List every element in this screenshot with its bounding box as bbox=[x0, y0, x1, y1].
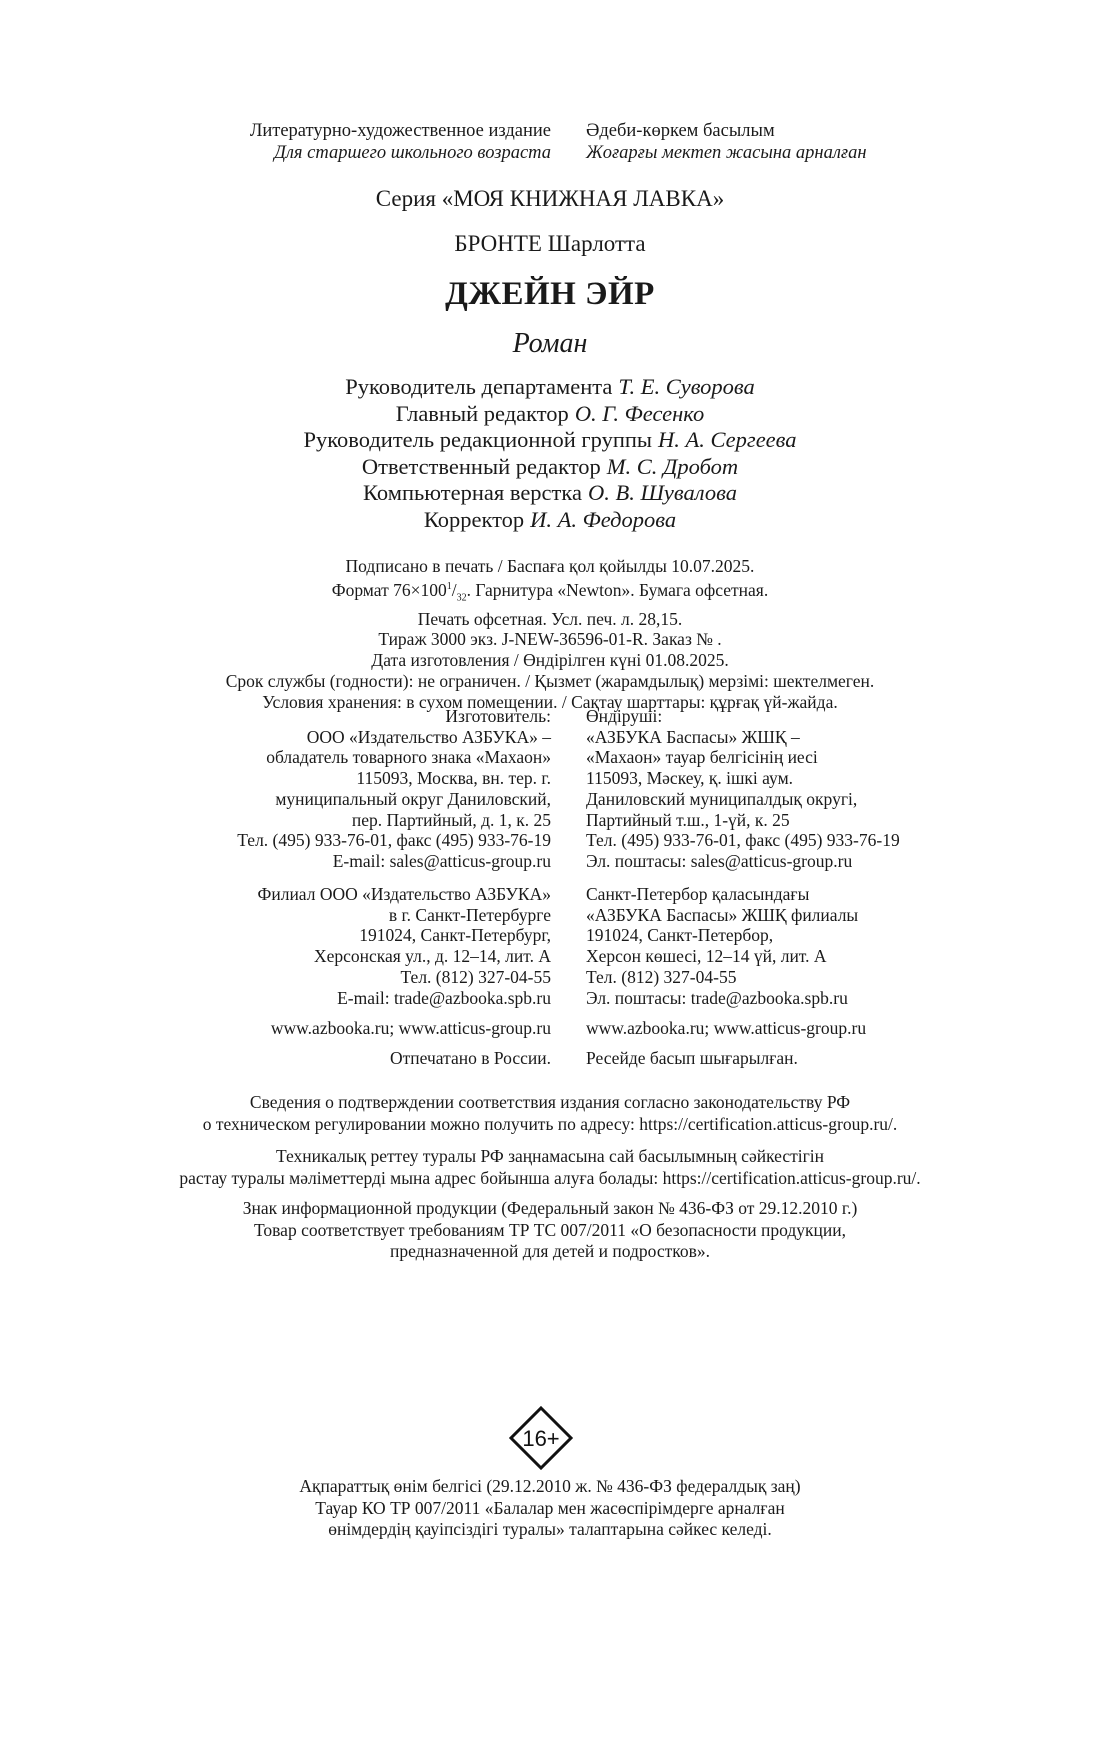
series-name: Серия «МОЯ КНИЖНАЯ ЛАВКА» bbox=[375, 186, 725, 211]
header-left bbox=[250, 120, 551, 164]
staff-role: Компьютерная верстка bbox=[363, 480, 582, 505]
staff-name: Т. Е. Суворова bbox=[618, 374, 755, 399]
staff-role: Руководитель редакционной группы bbox=[303, 427, 653, 452]
branch-ru: Филиал ООО «Издательство АЗБУКА» в г. Санкт-Петербурге 191024, Санкт-Петербург, Херсонская ул., д. 12–14, лит. А Тел. (812) 327-04-55 E-mail: trade@azbooka.spb.ru bbox=[257, 884, 551, 1008]
staff-role: Ответственный редактор bbox=[361, 453, 601, 479]
printed-in-kz: Ресейде басып шығарылған. bbox=[586, 1048, 798, 1068]
staff-name: Н. А. Сергеева bbox=[658, 427, 797, 452]
age-group-kz: Жоғарғы мектеп жасына арналған bbox=[586, 143, 867, 163]
branch-kz: Санкт-Петербор қаласындағы «АЗБУКА Баспасы» ЖШҚ филиалы 191024, Санкт-Петербор, Херсон көшесі, 12–14 үй, лит. А Тел. (812) 327-04-55 Эл. поштасы: trade@azbooka.spb.ru bbox=[586, 884, 859, 1008]
staff-row bbox=[0, 427, 1100, 454]
print-run: Тираж 3000 экз. J-NEW-36596-01-R. Заказ № . bbox=[378, 629, 722, 650]
edition-type-kz: Әдеби-көркем басылым bbox=[586, 121, 775, 141]
staff-row bbox=[0, 374, 1100, 401]
svg-text:16+: 16+ bbox=[522, 1426, 560, 1451]
staff-name: И. А. Федорова bbox=[530, 506, 677, 532]
staff-role: Главный редактор bbox=[395, 400, 569, 426]
certification-ru: Сведения о подтверждении соответствия издания согласно законодательству РФ о техническом регулировании можно получить по адресу: https://certification.atticus-group.ru/. bbox=[202, 1092, 898, 1134]
age-group-ru: Для старшего школьного возраста bbox=[274, 143, 551, 163]
storage-conditions: Условия хранения: в сухом помещении. / Сақтау шарттары: құрғақ үй-жайда. bbox=[262, 691, 838, 712]
signed-date: Подписано в печать / Баспаға қол қойылды 10.07.2025. bbox=[345, 556, 755, 576]
staff-row bbox=[0, 454, 1100, 481]
staff-name: М. С. Дробот bbox=[606, 453, 739, 479]
staff-role: Руководитель департамента bbox=[345, 374, 613, 399]
staff-row bbox=[0, 401, 1100, 428]
email-link[interactable]: Эл. поштасы: trade@azbooka.spb.ru bbox=[586, 987, 848, 1008]
websites-ru[interactable]: www.azbooka.ru; www.atticus-group.ru bbox=[270, 1018, 551, 1038]
header-right bbox=[586, 120, 867, 164]
staff-role: Корректор bbox=[423, 506, 525, 532]
manufacture-date: Дата изготовления / Өндірілген күні 01.08.2025. bbox=[371, 650, 729, 671]
author-name: БРОНТЕ Шарлотта bbox=[454, 231, 646, 256]
email-link[interactable]: E-mail: trade@azbooka.spb.ru bbox=[337, 987, 551, 1008]
edition-type-ru: Литературно-художественное издание bbox=[249, 121, 551, 141]
book-title: ДЖЕЙН ЭЙР bbox=[445, 276, 655, 312]
printed-in-ru: Отпечатано в России. bbox=[390, 1048, 551, 1068]
websites-kz[interactable]: www.azbooka.ru; www.atticus-group.ru bbox=[586, 1018, 867, 1038]
email-link[interactable]: E-mail: sales@atticus-group.ru bbox=[332, 850, 551, 871]
staff-name: О. В. Шувалова bbox=[587, 480, 737, 505]
info-sign-kz: Ақпараттық өнім белгісі (29.12.2010 ж. № 436-ФЗ федералдық заң) Тауар КО ТР 007/2011 «Балалар мен жасөспірімдерге арналған өнімдердің қауіпсіздігі туралы» талаптарына сәйкес келеді. bbox=[299, 1476, 801, 1539]
imprint-block bbox=[0, 556, 1100, 712]
age-rating-badge bbox=[509, 1406, 573, 1470]
manufacturer-kz: Өндіруші: «АЗБУКА Баспасы» ЖШҚ – «Махаон» тауар белгісінің иесі 115093, Мәскеу, қ. ішкі аум. Даниловский муниципалдық округі, Партийный т.ш., 1-үй, к. 25 Тел. (495) 933-76-01, факс (495) 933-76-19 Эл. поштасы: sales@atticus-group.ru bbox=[586, 706, 900, 871]
certification-kz: Техникалық реттеу туралы РФ заңнамасына сай басылымның сәйкестігін растау туралы мәліметтерді мына адрес бойынша алуға болады: https://certification.atticus-group.ru/. bbox=[179, 1146, 921, 1188]
info-sign-ru: Знак информационной продукции (Федеральный закон № 436-ФЗ от 29.12.2010 г.) Товар соответствует требованиям ТР ТС 007/2011 «О безопасности продукции, предназначенной для детей и подростков». bbox=[242, 1198, 858, 1261]
email-link[interactable]: Эл. поштасы: sales@atticus-group.ru bbox=[586, 850, 853, 871]
shelf-life: Срок службы (годности): не ограничен. / Қызмет (жарамдылық) мерзімі: шектелмеген. bbox=[225, 670, 875, 691]
manufacturer-ru: Изготовитель: ООО «Издательство АЗБУКА» – обладатель товарного знака «Махаон» 115093, Москва, вн. тер. г. муниципальный округ Даниловский, пер. Партийный, д. 1, к. 25 Тел. (495) 933-76-01, факс (495) 933-76-19 E-mail: sales@atticus-group.ru bbox=[237, 706, 551, 871]
format-line: Формат $76\times 100^1/_{32}$. Гарнитура «Newton». Бумага офсетная. bbox=[331, 579, 769, 604]
staff-name: О. Г. Фесенко bbox=[574, 400, 705, 426]
staff-list bbox=[0, 374, 1100, 533]
age-rating-diamond-icon bbox=[509, 1406, 573, 1470]
staff-row bbox=[0, 480, 1100, 507]
book-genre: Роман bbox=[512, 328, 588, 359]
staff-row bbox=[0, 507, 1100, 534]
print-line: Печать офсетная. Усл. печ. л. 28,15. bbox=[417, 608, 683, 629]
